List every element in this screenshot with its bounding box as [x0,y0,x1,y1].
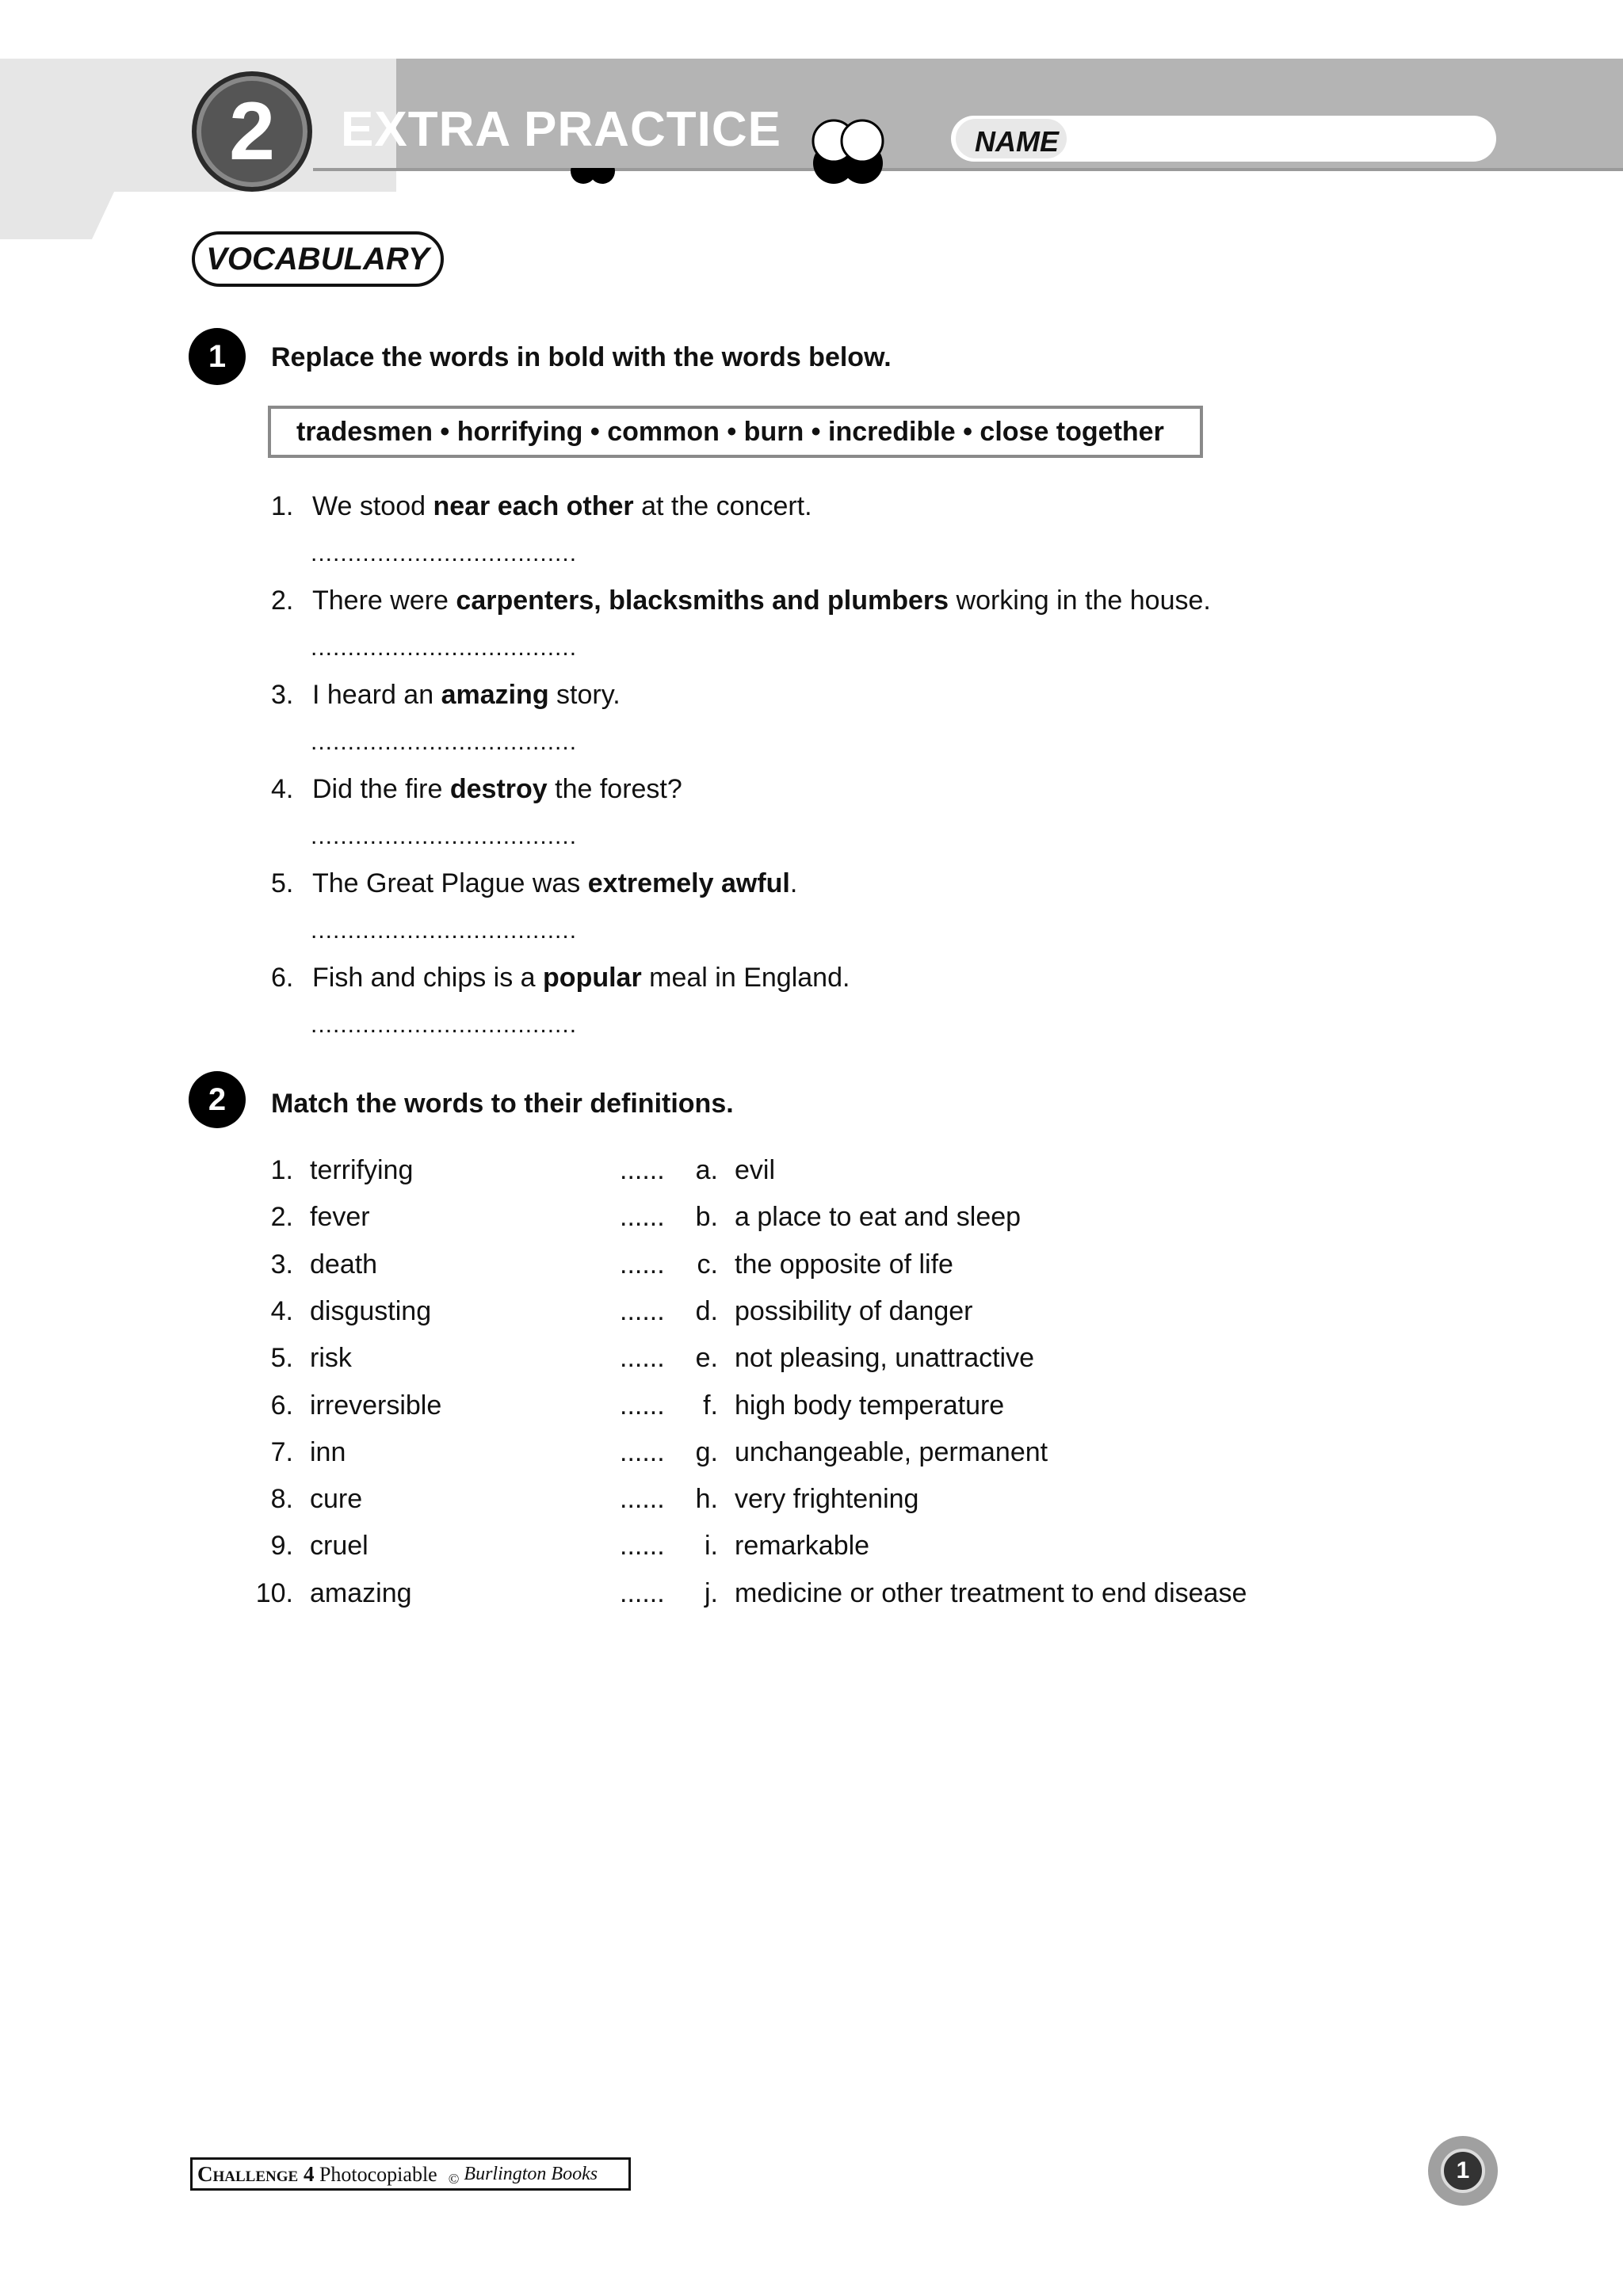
match-row [0,1202,1623,1237]
answer-line[interactable]: .................................... [311,917,578,944]
item-text-before: Did the fire [312,774,450,804]
item-number: 3. [271,680,294,710]
item-number: 5. [271,868,294,898]
item-text-after: at the concert. [633,491,812,521]
item-text-after: story. [548,680,621,710]
answer-line[interactable]: .................................... [311,540,578,566]
item-number: 2. [271,585,294,616]
exercise-1-item [271,774,682,805]
item-text-after: the forest? [547,774,682,804]
item-number: 4. [271,774,294,804]
definition-letter: g. [695,1437,718,1467]
match-number: 10. [255,1578,293,1608]
item-number: 6. [271,963,294,993]
match-answer-blank[interactable]: ...... [620,1296,665,1326]
section-label: VOCABULARY [206,241,430,277]
word-box-text: tradesmen • horrifying • common • burn • incredible • close together [296,416,1164,447]
match-row [0,1437,1623,1472]
definition-text: unchangeable, permanent [735,1437,1048,1467]
definition-text: possibility of danger [735,1296,973,1326]
exercise-1-item [271,868,797,899]
match-row [0,1343,1623,1378]
item-bold-phrase: amazing [441,680,549,710]
exercise-2-instruction: Match the words to their definitions. [271,1089,734,1119]
match-word: cruel [310,1531,369,1561]
exercise-1-item [271,585,1211,616]
page-number-badge [1428,2136,1498,2206]
match-word: inn [310,1437,346,1467]
answer-line[interactable]: .................................... [311,729,578,755]
match-word: amazing [310,1578,412,1608]
item-text-after: . [789,868,798,898]
section-pill [192,231,444,287]
match-row [0,1296,1623,1331]
match-answer-blank[interactable]: ...... [620,1437,665,1467]
header-left-notch [0,190,115,239]
item-bold-phrase: destroy [449,774,548,804]
match-answer-blank[interactable]: ...... [620,1390,665,1421]
match-number: 9. [270,1531,293,1561]
exercise-1-badge [189,328,246,385]
match-answer-blank[interactable]: ...... [620,1343,665,1373]
exercise-1-item [271,963,850,994]
match-word: risk [310,1343,352,1373]
match-word: disgusting [310,1296,432,1326]
exercise-1-item [271,491,812,522]
definition-text: evil [735,1155,776,1185]
definition-letter: a. [695,1155,718,1185]
definition-letter: d. [695,1296,718,1326]
match-number: 4. [270,1296,293,1326]
definition-text: a place to eat and sleep [735,1202,1022,1232]
word-box [268,406,1203,458]
name-label: NAME [975,125,1059,158]
item-text-before: Fish and chips is a [312,963,544,993]
match-word: irreversible [310,1390,442,1421]
item-text-before: I heard an [312,680,441,710]
definition-text: high body temperature [735,1390,1005,1421]
definition-text: the opposite of life [735,1249,953,1280]
definition-letter: e. [695,1343,718,1373]
match-number: 6. [270,1390,293,1421]
answer-line[interactable]: .................................... [311,635,578,661]
footer-book-note: Photocopiable [319,2162,437,2186]
header-underline [313,168,1623,171]
definition-letter: f. [703,1390,718,1421]
definition-letter: c. [697,1249,718,1280]
item-text-before: There were [312,585,456,616]
definition-letter: j. [705,1578,718,1608]
footer-book-name: Challenge 4 [197,2161,315,2186]
footer-credit [190,2157,631,2191]
item-text-after: working in the house. [949,585,1211,616]
page-number: 1 [1456,2157,1470,2183]
match-answer-blank[interactable]: ...... [620,1531,665,1561]
exercise-1-instruction: Replace the words in bold with the words below. [271,342,892,372]
footer-copyright: © [448,2170,460,2187]
match-word: terrifying [310,1155,414,1185]
item-bold-phrase: carpenters, blacksmiths and plumbers [456,585,949,616]
exercise-2-number: 2 [208,1081,227,1117]
match-answer-blank[interactable]: ...... [620,1155,665,1185]
definition-letter: b. [695,1202,718,1232]
match-number: 1. [270,1155,293,1185]
exercise-1-item [271,680,621,711]
item-text-before: The Great Plague was [312,868,588,898]
match-row [0,1531,1623,1566]
match-row [0,1249,1623,1284]
match-number: 5. [270,1343,293,1373]
match-row [0,1390,1623,1425]
page-title: EXTRA PRACTICE [341,102,781,157]
definition-text: remarkable [735,1531,870,1561]
match-number: 2. [270,1202,293,1232]
match-word: cure [310,1484,363,1514]
exercise-2-badge [189,1071,246,1128]
match-answer-blank[interactable]: ...... [620,1578,665,1608]
item-bold-phrase: extremely awful [587,868,790,898]
match-row [0,1484,1623,1519]
logo-fragment-icon [569,168,617,185]
match-number: 7. [270,1437,293,1467]
answer-line[interactable]: .................................... [311,1012,578,1038]
item-number: 1. [271,491,294,521]
definition-text: not pleasing, unattractive [735,1343,1035,1373]
match-word: death [310,1249,378,1280]
match-number: 8. [270,1484,293,1514]
footer-publisher: Burlington Books [464,2163,598,2184]
definition-text: medicine or other treatment to end disease [735,1578,1247,1608]
match-answer-blank[interactable]: ...... [620,1484,665,1514]
answer-line[interactable]: .................................... [311,823,578,849]
match-answer-blank[interactable]: ...... [620,1202,665,1232]
definition-letter: h. [695,1484,718,1514]
exercise-1-number: 1 [208,338,227,374]
definition-text: very frightening [735,1484,919,1514]
match-row [0,1155,1623,1190]
match-word: fever [310,1202,370,1232]
unit-number: 2 [229,86,275,177]
item-text-after: meal in England. [641,963,850,993]
burlington-logo-icon [808,116,888,187]
match-answer-blank[interactable]: ...... [620,1249,665,1280]
unit-badge [192,71,312,192]
definition-letter: i. [705,1531,718,1561]
match-number: 3. [270,1249,293,1280]
item-bold-phrase: near each other [433,491,634,521]
item-bold-phrase: popular [543,963,642,993]
item-text-before: We stood [312,491,433,521]
match-row [0,1578,1623,1613]
